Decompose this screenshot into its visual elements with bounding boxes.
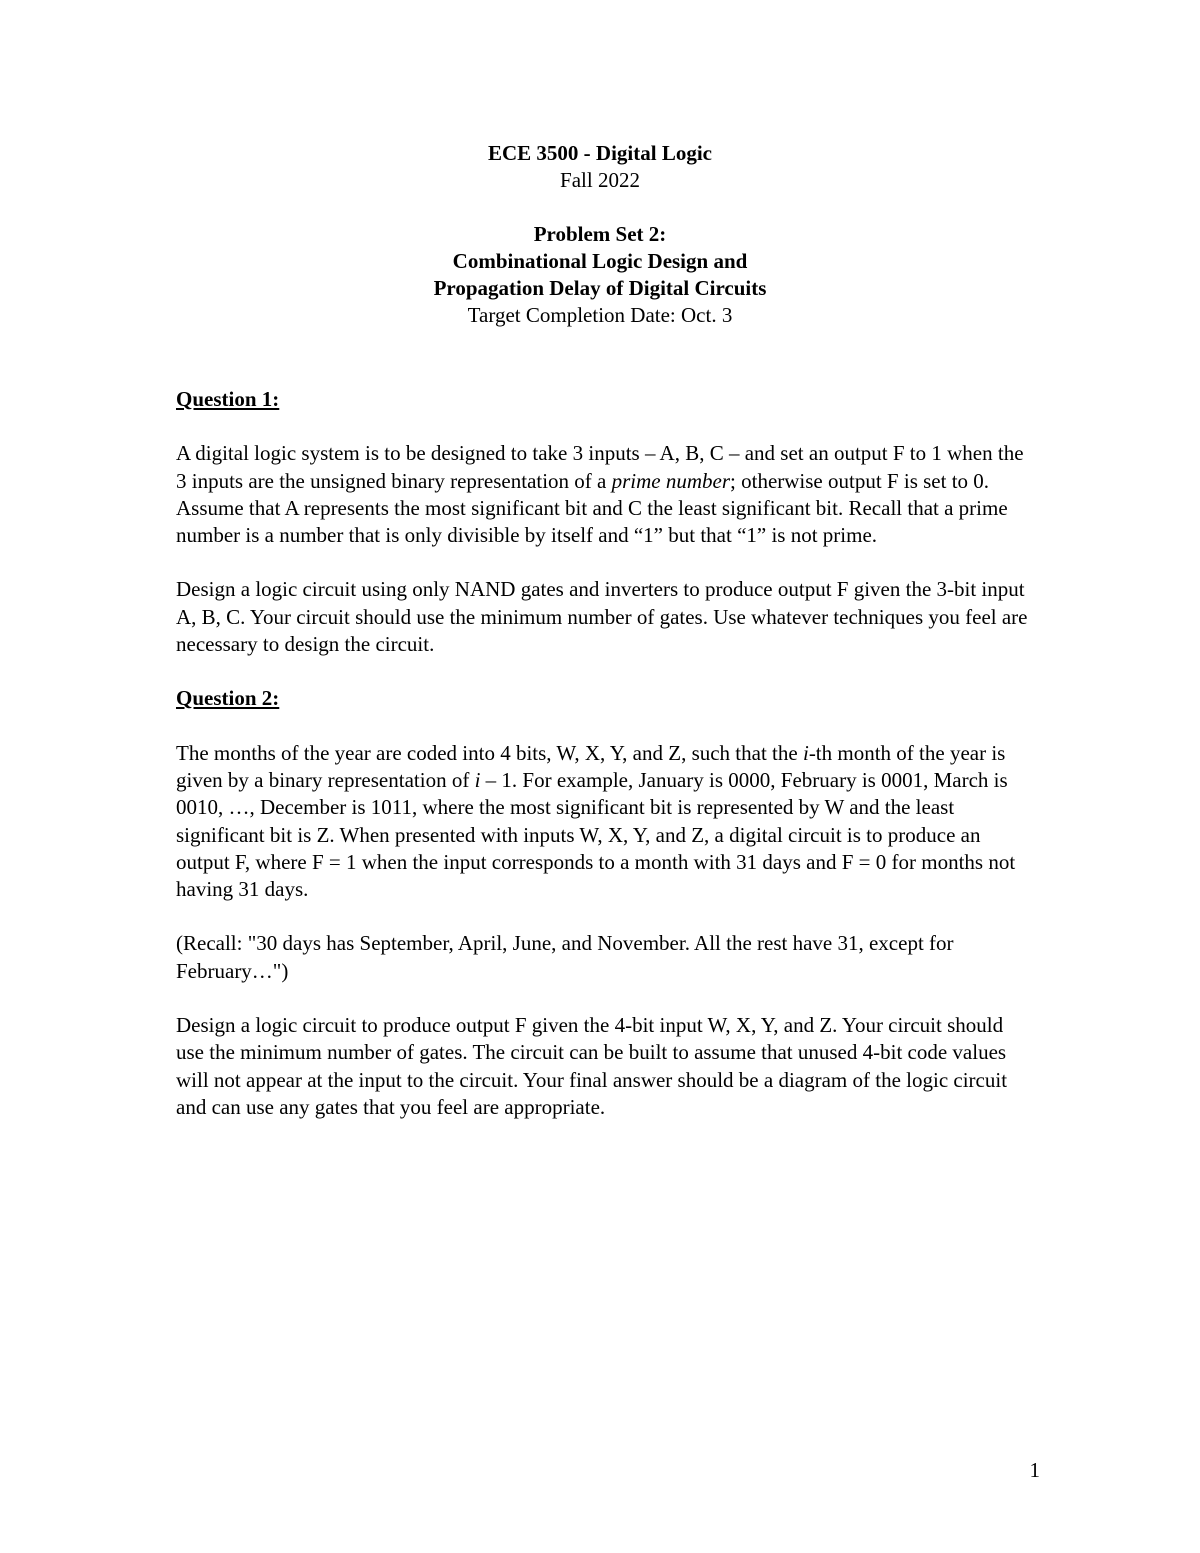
question-2-paragraph-2: (Recall: "30 days has September, April, June, and November. All the rest have 31, except for February…"): [176, 931, 954, 983]
page-number: 1: [1029, 1458, 1040, 1482]
question-1-section: [176, 386, 1036, 658]
q1-p1-text-a: A digital logic system is to be designed to take 3 inputs – A, B, C – and set an output F to 1 when the 3 inputs are the unsigned binary representation of a: [176, 441, 1024, 493]
question-2-paragraph-1: [176, 740, 1036, 904]
term: Fall 2022: [560, 168, 640, 192]
q2-p1-text-b: -th month of the year is given by a binary representation of: [176, 740, 1006, 792]
course-title: ECE 3500 - Digital Logic: [488, 141, 712, 165]
header-spacer: [0, 194, 1200, 221]
document-body: [176, 386, 1036, 1121]
q1-p1-text-b: ; otherwise output F is set to 0. Assume that A represents the most significant bit and C the least significant bit. Recall that a prime number is a number that is only divisible by itself and “1” but that “1” is not prime.: [176, 468, 1008, 548]
question-2-heading: Question 2:: [176, 686, 280, 711]
question-1-paragraph-2: Design a logic circuit using only NAND gates and inverters to produce output F given the 3-bit input A, B, C. Your circuit should use the minimum number of gates. Use whatever techniques you feel are necessary to design the circuit.: [176, 577, 1028, 657]
question-2-section: [176, 685, 1036, 1121]
topic-line-2: Propagation Delay of Digital Circuits: [433, 276, 767, 300]
q2-p1-text-c: – 1. For example, January is 0000, February is 0001, March is 0010, …, December is 1011, where the most significant bit is represented by W and the least significant bit is Z. When presented with inputs W, X, Y, and Z, a digital circuit is to produce an output F, where F = 1 when the input corresponds to a month with 31 days and F = 0 for months not having 31 days.: [176, 767, 1016, 902]
problem-set-title: Problem Set 2:: [533, 222, 667, 246]
q2-p1-var-i-1: i: [802, 740, 809, 765]
target-completion-date: Target Completion Date: Oct. 3: [467, 303, 733, 327]
q1-p1-emphasis: prime number: [611, 468, 731, 493]
q2-p1-var-i-2: i: [474, 767, 481, 792]
document-header: [0, 140, 1200, 329]
topic-line-1: Combinational Logic Design and: [452, 249, 748, 273]
question-1-paragraph-1: [176, 440, 1036, 549]
q2-p1-text-a: The months of the year are coded into 4 bits, W, X, Y, and Z, such that the: [176, 740, 803, 765]
question-2-paragraph-3: Design a logic circuit to produce output F given the 4-bit input W, X, Y, and Z. Your circuit should use the minimum number of gates. The circuit can be built to assume that unused 4-bit code values will not appear at the input to the circuit. Your final answer should be a diagram of the logic circuit and can use any gates that you feel are appropriate.: [176, 1013, 1008, 1119]
question-1-heading: Question 1:: [176, 387, 280, 411]
